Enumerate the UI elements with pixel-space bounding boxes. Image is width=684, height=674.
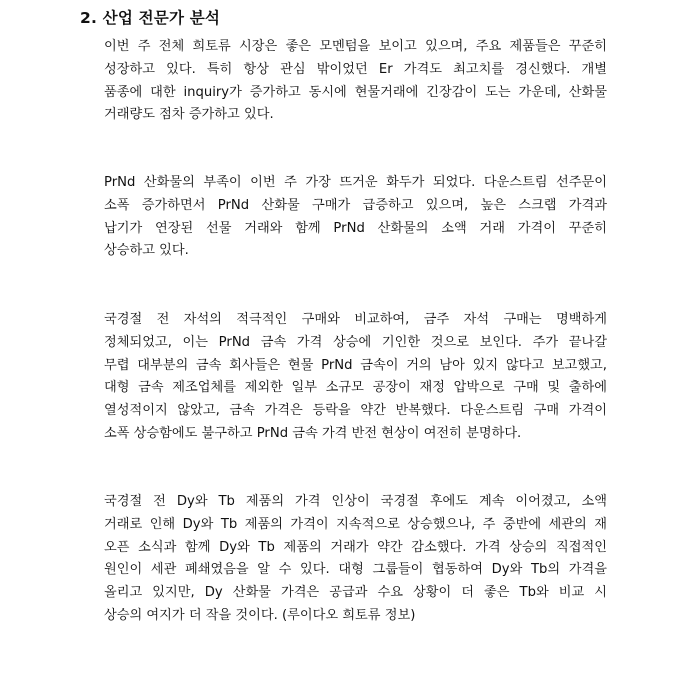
paragraph-line: 거래량도 점차 증가하고 있다. [104, 107, 274, 123]
paragraph-line: 정체되었고, 이는 PrNd 금속 가격 상승에 기인한 것으로 보인다. 주가 끝나갈 [104, 334, 607, 350]
paragraph-line: 국경절 전 Dy와 Tb 제품의 가격 인상이 국경절 후에도 계속 이어졌고, 소액 [104, 494, 607, 509]
paragraph-line: 이번 주 전체 희토류 시장은 좋은 모멘텀을 보이고 있으며, 주요 제품들은 꾸준히 [104, 39, 607, 54]
paragraph-line: 열성적이지 않았고, 금속 가격은 등락을 약간 반복했다. 다운스트림 구매 가격이 [104, 403, 607, 419]
paragraph-line: 상승하고 있다. [104, 243, 189, 259]
paragraph-line: PrNd 산화물의 부족이 이번 주 가장 뜨거운 화두가 되었다. 다운스트림 선주문이 [104, 175, 607, 190]
paragraph-line: 대형 금속 제조업체를 제외한 일부 소규모 공장이 재정 압박으로 구매 및 출하에 [104, 380, 607, 396]
paragraph-market-overview [104, 36, 607, 127]
paragraph-prnd-oxide [104, 172, 607, 263]
paragraph-dy-tb [104, 491, 607, 628]
paragraph-line: 납기가 연장된 선물 거래와 함께 PrNd 산화물의 소액 거래 가격이 꾸준히 [104, 220, 607, 236]
paragraph-magnet-metal [104, 309, 607, 446]
paragraph-line: 무렵 대부분의 금속 회사들은 현물 PrNd 금속이 거의 남아 있지 않다고 보고했고, [104, 357, 607, 373]
paragraph-line: 원인이 세관 폐쇄였음을 알 수 있다. 대형 그룹들이 협동하여 Dy와 Tb의 가격을 [104, 562, 607, 578]
paragraph-line: 상승의 여지가 더 작을 것이다. (루이다오 희토류 정보) [104, 607, 416, 623]
paragraph-line: 성장하고 있다. 특히 항상 관심 밖이었던 Er 가격도 최고치를 경신했다. 개별 [104, 61, 607, 77]
paragraph-line: 소폭 상승함에도 불구하고 PrNd 금속 가격 반전 현상이 여전히 분명하다. [104, 425, 522, 441]
paragraph-line: 오픈 소식과 함께 Dy와 Tb 제품의 거래가 약간 감소했다. 가격 상승의 직접적인 [104, 539, 607, 555]
paragraph-line: 품종에 대한 inquiry가 증가하고 동시에 현물거래에 긴장감이 도는 가운데, 산화물 [104, 84, 607, 100]
section-heading: 2. 산업 전문가 분석 [80, 9, 221, 27]
paragraph-line: 거래로 인해 Dy와 Tb 제품의 가격이 지속적으로 상승했으나, 주 중반에 세관의 재 [104, 516, 607, 532]
paragraph-line: 소폭 증가하면서 PrNd 산화물 구매가 급증하고 있으며, 높은 스크랩 가격과 [104, 197, 607, 213]
paragraph-line: 올리고 있지만, Dy 산화물 가격은 공급과 수요 상황이 더 좋은 Tb와 비교 시 [104, 585, 607, 601]
paragraph-line: 국경절 전 자석의 적극적인 구매와 비교하여, 금주 자석 구매는 명백하게 [104, 312, 607, 327]
